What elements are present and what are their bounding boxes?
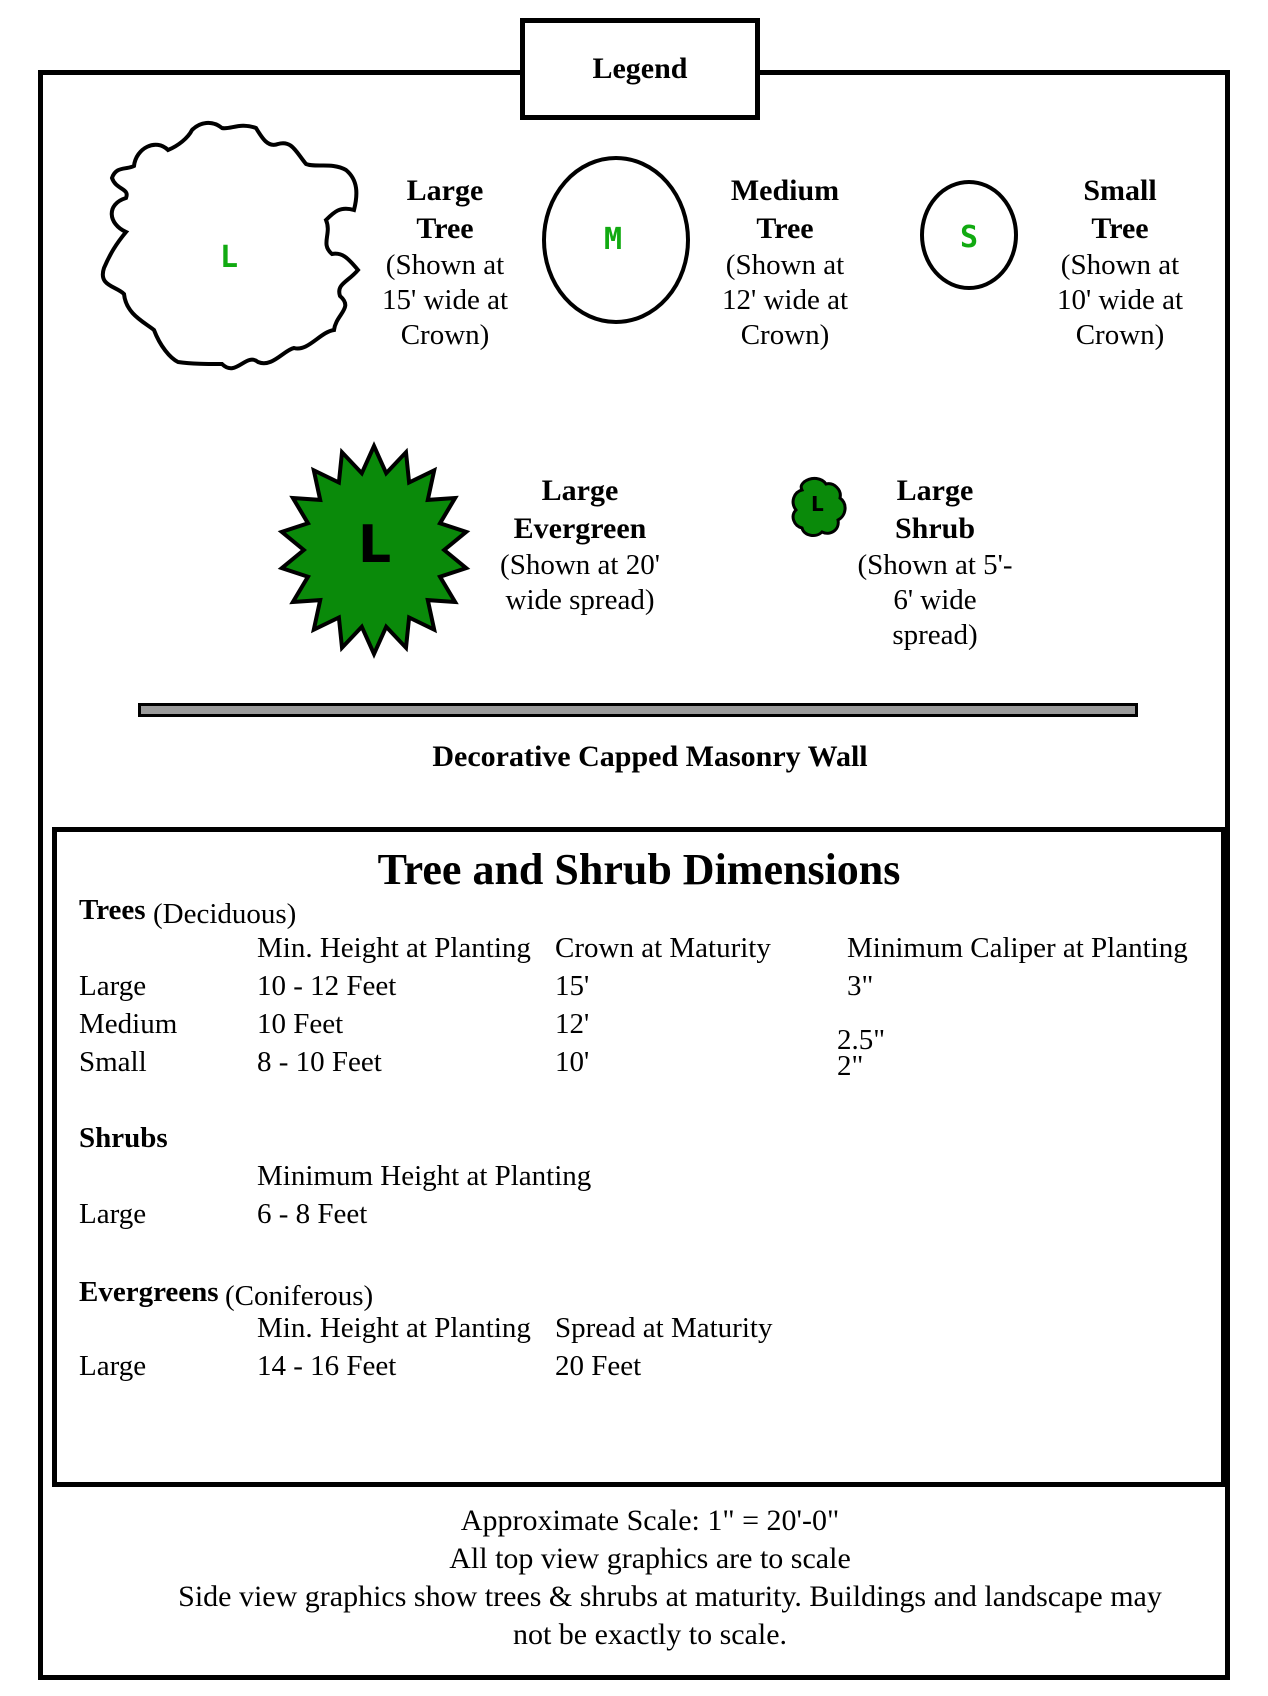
small-tree-desc-2: 10' wide at	[1056, 284, 1184, 316]
large-tree-name-1: Large	[406, 174, 484, 207]
medium-tree-label	[705, 172, 865, 353]
shrubs-heading: Shrubs	[79, 1122, 168, 1154]
trees-row-medium-height: 10 Feet	[257, 1008, 344, 1040]
medium-tree-letter: M	[604, 222, 623, 257]
shrubs-col-height: Minimum Height at Planting	[257, 1160, 592, 1192]
large-evergreen-desc-1: (Shown at 20'	[500, 549, 660, 581]
small-tree-name-2: Tree	[1091, 212, 1149, 245]
trees-col-crown: Crown at Maturity	[555, 932, 771, 964]
large-shrub-desc-3: spread)	[892, 619, 978, 651]
large-tree-desc-3: Crown)	[400, 319, 490, 351]
large-evergreen-label	[480, 472, 680, 618]
trees-row-large-caliper: 3"	[847, 970, 874, 1002]
small-tree-label	[1040, 172, 1200, 353]
large-tree-label	[370, 172, 520, 353]
dimensions-box	[52, 827, 1226, 1487]
trees-col-caliper: Minimum Caliper at Planting	[847, 932, 1188, 964]
large-tree-letter: L	[220, 240, 239, 275]
trees-row-medium-size: Medium	[79, 1008, 178, 1040]
large-tree-desc-1: (Shown at	[385, 249, 505, 281]
trees-row-small-caliper: 2"	[837, 1050, 864, 1082]
large-shrub-name-2: Shrub	[894, 512, 976, 545]
trees-row-small-crown: 10'	[555, 1046, 590, 1078]
medium-tree-name-2: Tree	[756, 212, 814, 245]
medium-tree-desc-3: Crown)	[740, 319, 830, 351]
evergreens-heading: Evergreens	[79, 1276, 219, 1308]
legend-title: Legend	[520, 18, 760, 120]
masonry-wall-label: Decorative Capped Masonry Wall	[432, 740, 868, 773]
large-shrub-desc-1: (Shown at 5'-	[857, 549, 1013, 581]
large-evergreen-name-1: Large	[541, 474, 619, 507]
medium-tree-desc-1: (Shown at	[725, 249, 845, 281]
large-tree-name-2: Tree	[416, 212, 474, 245]
medium-tree-name-1: Medium	[730, 174, 840, 207]
trees-row-small-height: 8 - 10 Feet	[257, 1046, 382, 1078]
large-evergreen-desc-2: wide spread)	[505, 584, 655, 616]
footer-scale: Approximate Scale: 1" = 20'-0"	[460, 1504, 840, 1537]
large-shrub-desc-2: 6' wide	[893, 584, 977, 616]
evergreens-row-large-spread: 20 Feet	[555, 1350, 642, 1382]
trees-row-small-size: Small	[79, 1046, 147, 1078]
trees-heading: Trees	[79, 894, 146, 926]
dimensions-title: Tree and Shrub Dimensions	[377, 845, 901, 894]
large-shrub-name-1: Large	[896, 474, 974, 507]
shrubs-row-large-height: 6 - 8 Feet	[257, 1198, 368, 1230]
evergreens-col-spread: Spread at Maturity	[555, 1312, 773, 1344]
evergreens-qualifier: (Coniferous)	[225, 1280, 374, 1312]
trees-qualifier: (Deciduous)	[153, 898, 297, 930]
footer-side-view-note-cont: not be exactly to scale.	[512, 1618, 788, 1651]
footer-side-view-note: Side view graphics show trees & shrubs at maturity. Buildings and landscape may	[178, 1580, 1162, 1613]
trees-row-large-crown: 15'	[555, 970, 590, 1002]
large-evergreen-name-2: Evergreen	[513, 512, 647, 545]
trees-row-large-size: Large	[79, 970, 147, 1002]
small-tree-name-1: Small	[1083, 174, 1157, 207]
masonry-wall-symbol	[138, 703, 1138, 717]
evergreens-row-large-height: 14 - 16 Feet	[257, 1350, 397, 1382]
large-shrub-letter: L	[811, 492, 824, 516]
small-tree-desc-1: (Shown at	[1060, 249, 1180, 281]
trees-row-medium-caliper: 2.5"	[837, 1024, 886, 1056]
trees-row-medium-crown: 12'	[555, 1008, 590, 1040]
large-evergreen-letter: L	[358, 515, 392, 575]
evergreens-col-height: Min. Height at Planting	[257, 1312, 531, 1344]
evergreens-row-large-size: Large	[79, 1350, 147, 1382]
small-tree-desc-3: Crown)	[1075, 319, 1165, 351]
large-shrub-label	[850, 472, 1020, 653]
trees-col-height: Min. Height at Planting	[257, 932, 531, 964]
medium-tree-desc-2: 12' wide at	[721, 284, 849, 316]
small-tree-letter: S	[960, 220, 979, 255]
large-tree-desc-2: 15' wide at	[381, 284, 509, 316]
footer-top-view-note: All top view graphics are to scale	[449, 1542, 851, 1575]
trees-row-large-height: 10 - 12 Feet	[257, 970, 397, 1002]
shrubs-row-large-size: Large	[79, 1198, 147, 1230]
